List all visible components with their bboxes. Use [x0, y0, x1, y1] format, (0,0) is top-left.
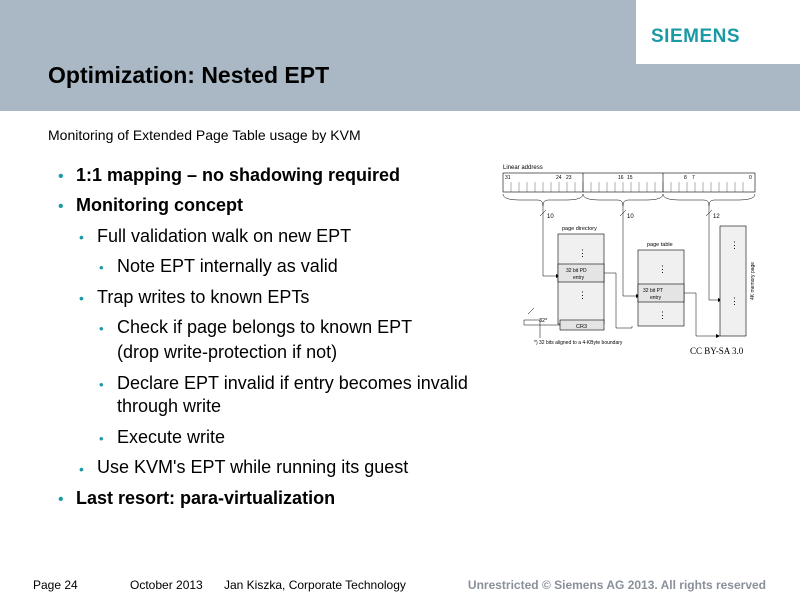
- page-directory-label: page directory: [562, 226, 597, 232]
- ellipsis: ⋮: [578, 248, 587, 258]
- bullet-dot: •: [99, 260, 104, 275]
- bullet-item: 1:1 mapping – no shadowing required: [76, 165, 401, 185]
- bullet-dot: •: [99, 321, 104, 336]
- bullet-dot: •: [79, 229, 84, 245]
- field-width-label: 12: [713, 214, 720, 220]
- bullet-item: Full validation walk on new EPT: [97, 226, 352, 246]
- field-width-label: 10: [627, 214, 634, 220]
- pte-label: 32 bit PT: [643, 288, 664, 294]
- bullet-item: Use KVM's EPT while running its guest: [97, 457, 409, 477]
- footer-author: Jan Kiszka, Corporate Technology: [224, 578, 406, 592]
- siemens-logo: SIEMENS: [651, 26, 741, 47]
- bit-label: 7: [692, 175, 695, 181]
- ellipsis: ⋮: [658, 264, 667, 274]
- diagram-footnote: *) 32 bits aligned to a 4-KByte boundary: [534, 340, 623, 346]
- field-width-label: 10: [547, 214, 554, 220]
- page-table-label: page table: [647, 242, 673, 248]
- slide-title: Optimization: Nested EPT: [48, 62, 330, 88]
- bit-label: 23: [566, 175, 572, 181]
- cr3-label: CR3: [576, 324, 588, 330]
- bit-label: 31: [505, 175, 511, 181]
- bit-label: 16: [618, 175, 624, 181]
- bullet-item: Note EPT internally as valid: [117, 256, 338, 276]
- bullet-item: Declare EPT invalid if entry becomes invalid: [117, 373, 468, 393]
- bullet-item: Trap writes to known EPTs: [97, 287, 310, 307]
- pde-label: 32 bit PD: [566, 268, 587, 274]
- pde-label: entry: [573, 275, 585, 281]
- bullet-dot: •: [99, 377, 104, 392]
- bullet-item-continuation: (drop write-protection if not): [117, 342, 338, 362]
- footer-date: October 2013: [130, 578, 203, 592]
- cr3-width-label: 32*: [539, 318, 548, 324]
- ellipsis: ⋮: [730, 296, 739, 306]
- footer-copyright: Unrestricted © Siemens AG 2013. All rights reserved: [467, 578, 766, 592]
- bullet-dot: •: [99, 431, 104, 446]
- bullet-dot: •: [58, 168, 64, 185]
- ellipsis: ⋮: [578, 290, 587, 300]
- bullet-item: Execute write: [117, 427, 226, 447]
- license-label: CC BY-SA 3.0: [690, 346, 744, 356]
- bullet-dot: •: [58, 198, 64, 215]
- bullet-item-continuation: through write: [117, 396, 222, 416]
- bit-label: 0: [749, 175, 752, 181]
- pte-label: entry: [650, 295, 662, 301]
- bullet-item: Check if page belongs to known EPT: [117, 317, 413, 337]
- bit-label: 8: [684, 175, 687, 181]
- bullet-dot: •: [58, 491, 64, 508]
- bit-label: 15: [627, 175, 633, 181]
- ellipsis: ⋮: [658, 310, 667, 320]
- footer-page: Page 24: [33, 578, 78, 592]
- bullet-dot: •: [79, 461, 84, 477]
- bit-label: 24: [556, 175, 562, 181]
- bullet-dot: •: [79, 290, 84, 306]
- bullet-item: Monitoring concept: [76, 195, 243, 215]
- paging-diagram: [500, 158, 765, 358]
- memory-page-label: 4K memory page: [750, 261, 756, 300]
- ellipsis: ⋮: [730, 240, 739, 250]
- linear-address-label: Linear address: [503, 165, 543, 171]
- slide-subtitle: Monitoring of Extended Page Table usage by KVM: [48, 127, 361, 143]
- bullet-item: Last resort: para-virtualization: [76, 488, 336, 508]
